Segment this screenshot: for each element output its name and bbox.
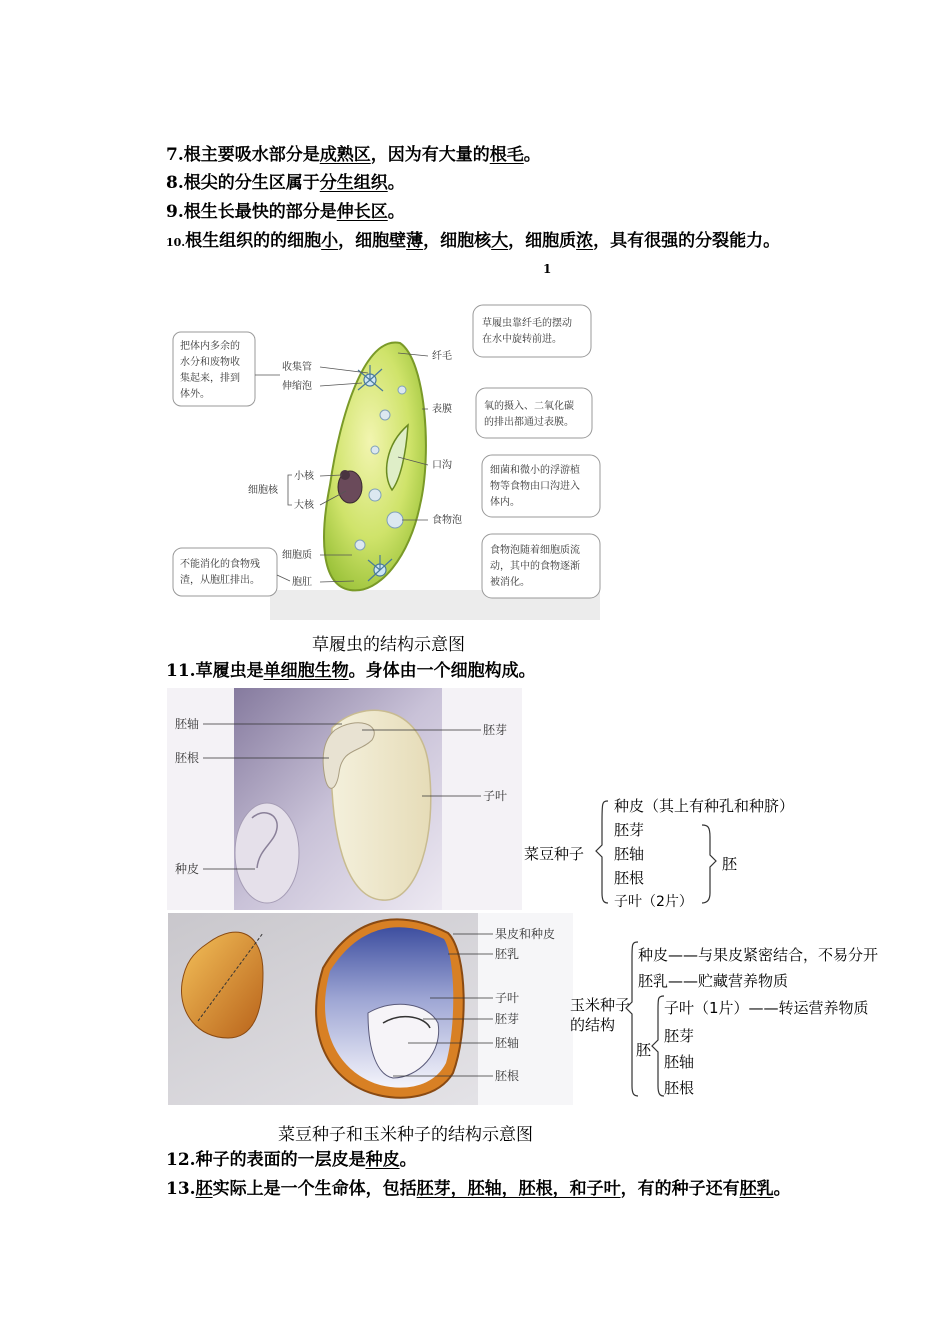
corn-tree-root-line2: 的结构 [570,1016,616,1034]
food-vacuole [387,512,403,528]
item-12: 12.种子的表面的一层皮是种皮。 [166,1150,417,1170]
item-9: 9.根生长最快的部分是伸长区。 [166,202,405,222]
answer-blank: 分生组织 [319,173,388,193]
label-nucleus: 细胞核 [248,485,278,496]
corn-tree-embryo: 胚 [636,1041,652,1059]
corn-tree-part: 子叶（1片）——转运营养物质 [664,999,869,1017]
bean-structure-tree [522,793,812,913]
corn-label-radicle: 胚根 [495,1069,520,1083]
bean-seed-diagram [167,688,522,910]
answer-blank: 浓 [576,231,594,251]
corn-tree-endosperm: 胚乳——贮藏营养物质 [638,972,789,990]
corn-tree-part: 胚芽 [664,1027,695,1045]
bean-tree-part: 子叶（2片） [614,894,693,910]
paramecium-caption: 草履虫的结构示意图 [312,635,465,655]
answer-blank: 小 [321,231,339,251]
answer-blank: 薄 [406,231,424,251]
bean-label-hypocotyl: 胚轴 [175,717,200,731]
paramecium-diagram [170,275,602,620]
bean-small-seed [235,803,299,903]
corn-label-hypocotyl: 胚轴 [495,1036,520,1050]
bean-tree-root: 菜豆种子 [524,845,585,863]
bean-tree-embryo: 胚 [722,855,738,873]
corn-label-endosperm: 胚乳 [495,947,520,961]
corn-label-cotyledon: 子叶 [495,991,520,1005]
bean-tree-part: 胚根 [614,869,645,887]
callout-membrane-text: 氧的摄入、二氧化碳 的排出都通过表膜。 [484,401,574,428]
corn-tree-part: 胚根 [664,1079,695,1097]
item-13: 13.胚实际上是一个生命体，包括胚芽，胚轴，胚根，和子叶，有的种子还有胚乳。 [166,1179,791,1199]
answer-blank: 胚乳 [739,1179,774,1199]
item-10: 10.根生组织的的细胞小，细胞壁薄，细胞核大，细胞质浓，具有很强的分裂能力。 [166,231,781,251]
label-collecting-tube: 收集管 [282,362,312,373]
food-vacuole [380,410,390,420]
food-vacuole [355,540,365,550]
answer-blank: 大 [491,231,509,251]
food-vacuole [369,489,381,501]
bean-tree-part: 胚芽 [614,821,645,839]
food-vacuole [398,386,406,394]
callout-cilia-text: 草履虫靠纤毛的摆动 在水中旋转前进。 [482,318,572,345]
label-anal-pore: 胞肛 [292,577,312,588]
answer-blank: 成熟区 [319,145,371,165]
label-cilia: 纤毛 [432,351,452,362]
item-11: 11.草履虫是单细胞生物。身体由一个细胞构成。 [166,661,536,681]
answer-blank: 胚 [195,1179,213,1199]
label-cytoplasm: 细胞质 [282,550,312,561]
answer-blank: 根毛 [489,145,524,165]
corn-label-pericarp: 果皮和种皮 [495,927,556,941]
corn-seed-diagram [168,913,573,1105]
label-membrane: 表膜 [432,404,452,415]
answer-blank: 伸长区 [336,202,388,222]
label-food-vacuole: 食物泡 [432,515,462,526]
callout-oral-text: 细菌和微小的浮游植 物等食物由口沟进入 体内。 [490,465,580,508]
item-8: 8.根尖的分生区属于分生组织。 [166,173,405,193]
corn-label-plumule: 胚芽 [495,1012,520,1026]
callout-digest-text: 食物泡随着细胞质流 动，其中的食物逐渐 被消化。 [490,545,580,588]
answer-blank: 种皮 [365,1150,400,1170]
food-vacuole [371,446,379,454]
callout-anal-text: 不能消化的食物残 渣，从胞肛排出。 [180,559,260,586]
corn-structure-tree [568,936,910,1102]
callout-membrane [476,388,592,438]
label-micronucleus: 小核 [294,471,314,482]
page-number: 1 [543,262,552,276]
corn-tree-part: 胚轴 [664,1053,695,1071]
corn-tree-seed-coat: 种皮——与果皮紧密结合，不易分开 [638,946,879,964]
label-oral-groove: 口沟 [432,460,452,471]
label-macronucleus: 大核 [294,500,314,511]
callout-anal [173,548,277,596]
item-7: 7.根主要吸水部分是成熟区，因为有大量的根毛。 [166,145,541,165]
bean-label-cotyledon: 子叶 [483,789,508,803]
seed-caption: 菜豆种子和玉米种子的结构示意图 [278,1125,533,1145]
bean-tree-part: 胚轴 [614,845,645,863]
callout-excretion-text: 把体内多余的 水分和废物收 集起来，排到 体外。 [180,341,240,400]
answer-blank: 单细胞生物 [263,661,349,681]
corn-tree-root-line1: 玉米种子 [570,996,631,1014]
bean-label-radicle: 胚根 [175,751,200,765]
bean-label-seed-coat: 种皮 [175,862,200,876]
callout-cilia [473,305,591,357]
bean-label-plumule: 胚芽 [483,723,508,737]
bean-tree-seed-coat: 种皮（其上有种孔和种脐） [614,797,795,815]
answer-blank: 胚芽，胚轴，胚根，和子叶 [416,1179,621,1199]
label-contractile-vacuole: 伸缩泡 [282,381,312,392]
